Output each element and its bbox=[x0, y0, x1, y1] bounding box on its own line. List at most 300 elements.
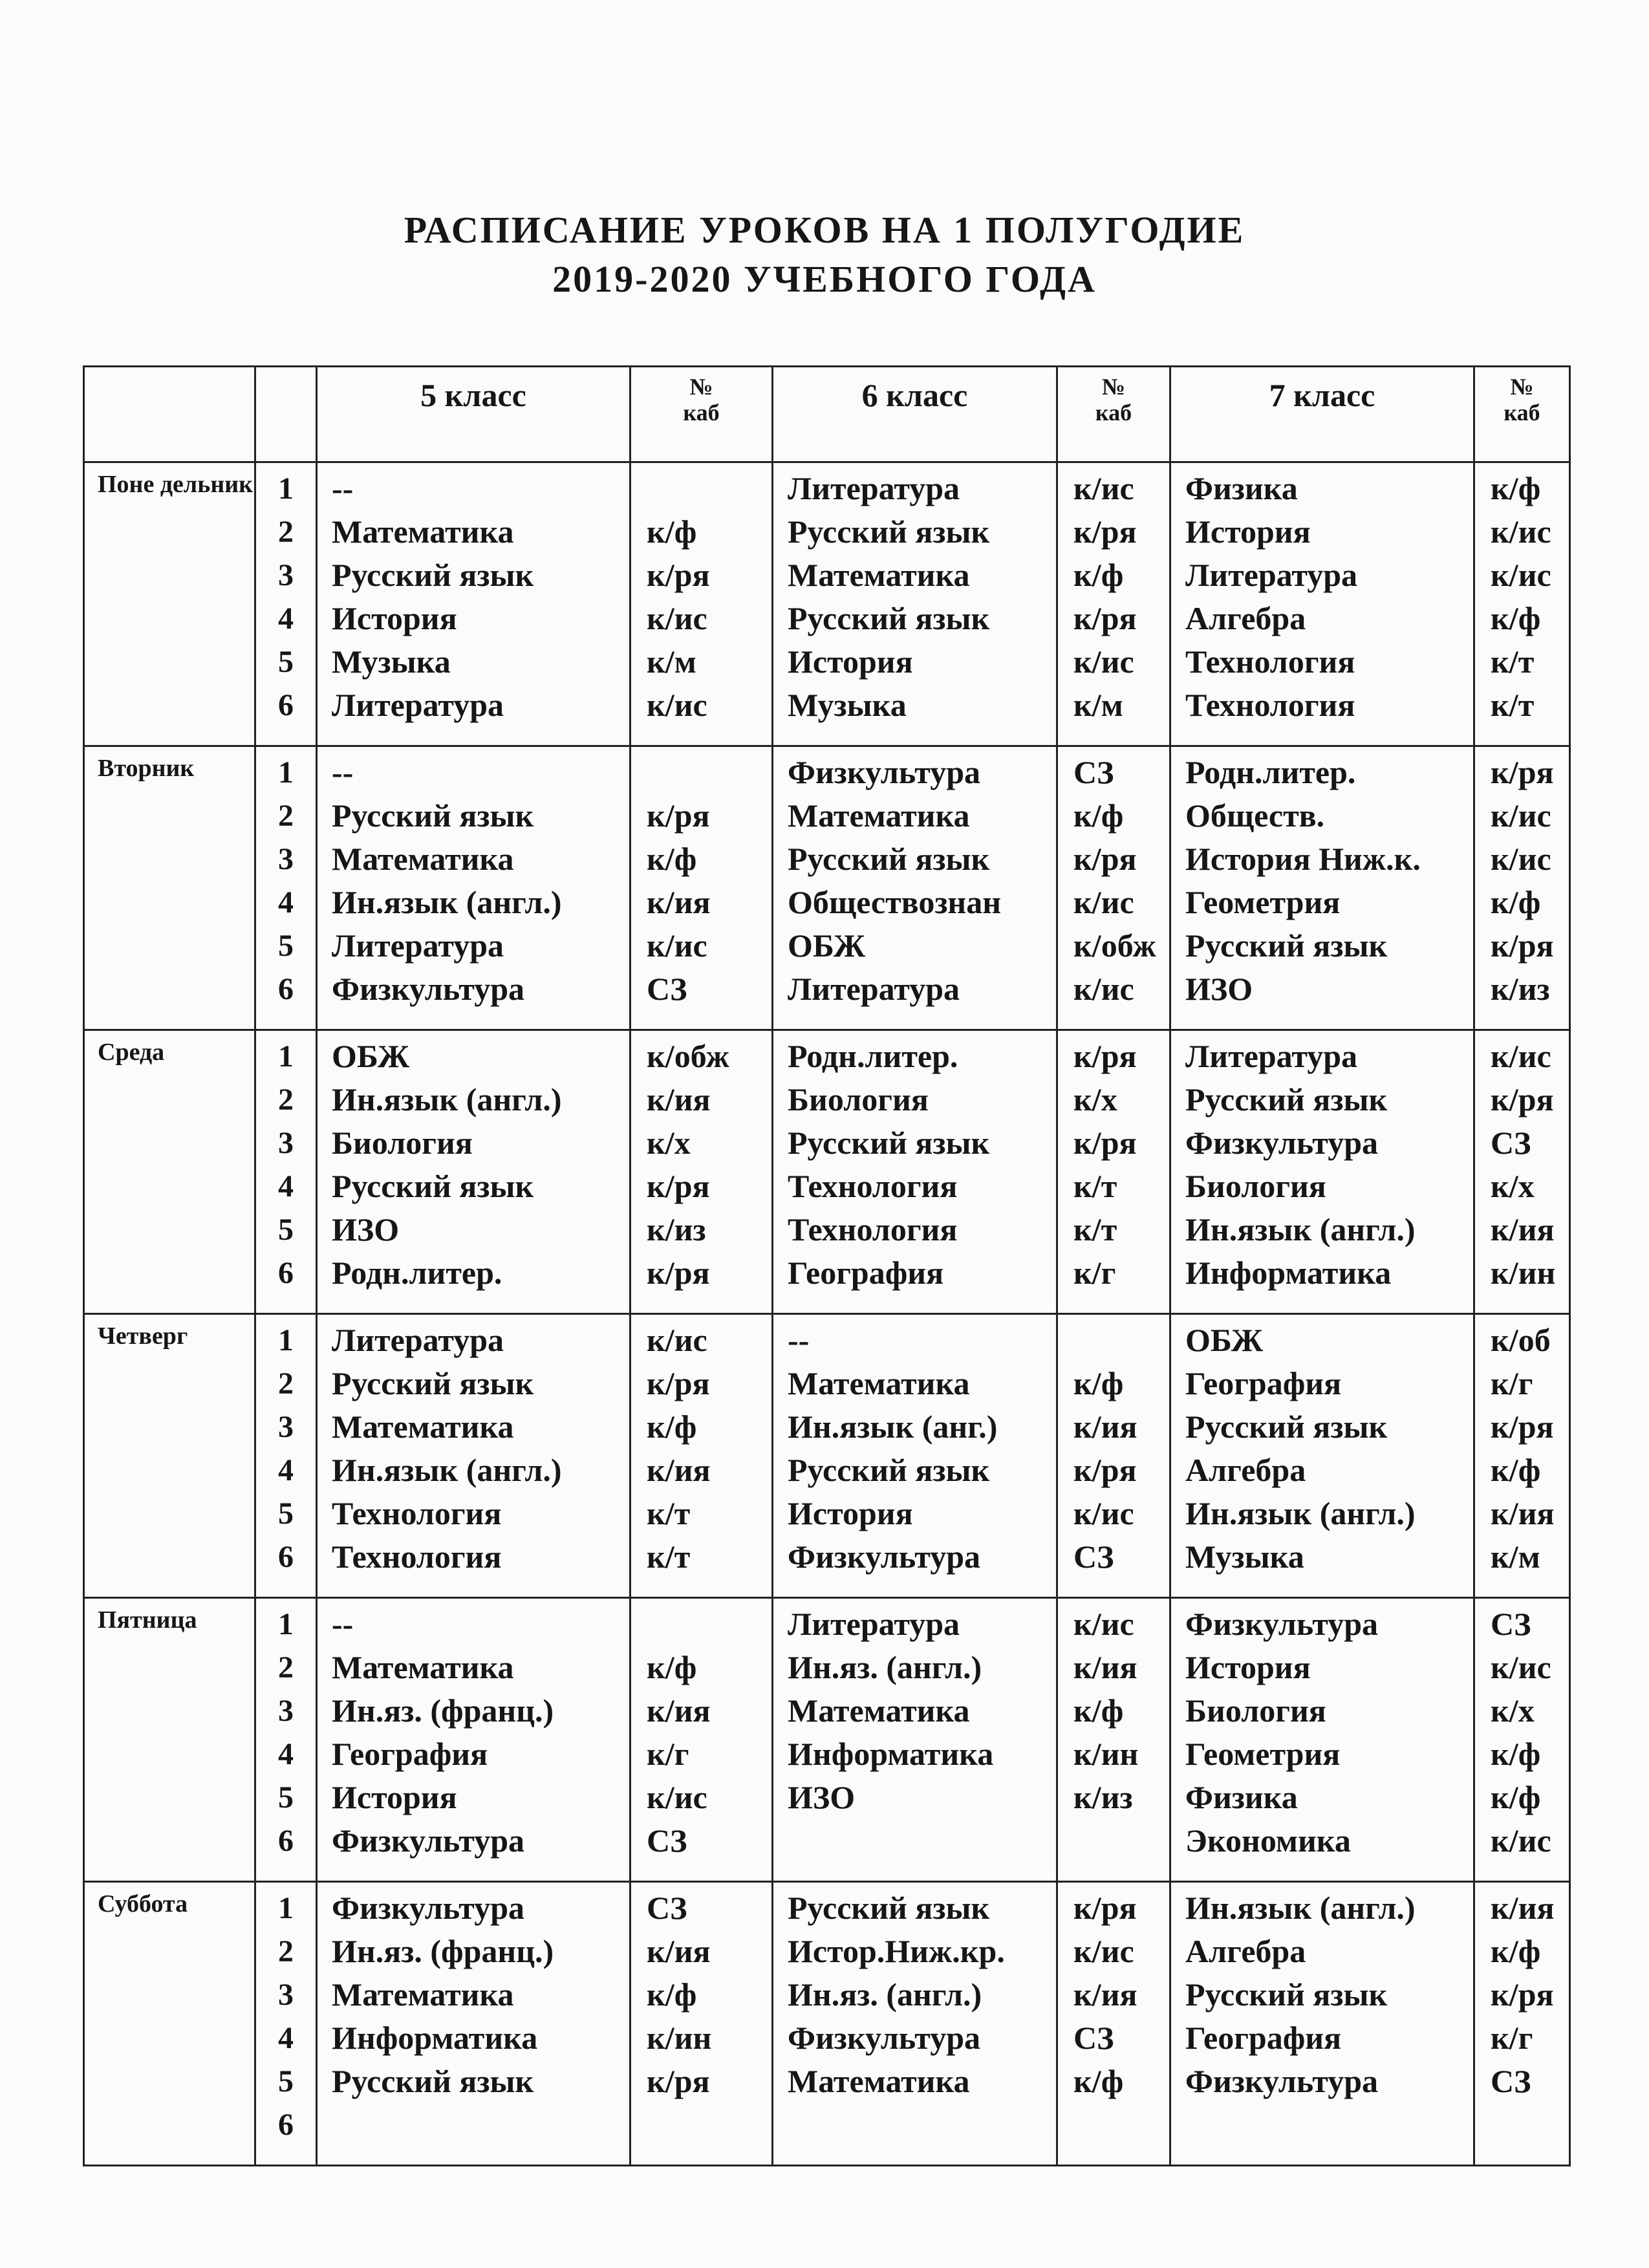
cabinet-entry bbox=[647, 751, 771, 794]
cabinets-cell-c5 bbox=[630, 1314, 773, 1598]
title-line-2: 2019-2020 УЧЕБНОГО ГОДА bbox=[552, 258, 1097, 300]
subject-entry: Алгебра bbox=[1185, 1452, 1306, 1488]
cabinet-entry: к/ис bbox=[647, 927, 707, 964]
cabinet-entry: к/ис bbox=[1073, 971, 1134, 1007]
subject-entry bbox=[332, 2103, 629, 2146]
cabinet-entry: к/ря bbox=[1073, 600, 1137, 636]
subject-entry: Геометрия bbox=[1185, 884, 1341, 920]
subjects-cell-c7 bbox=[1170, 1598, 1474, 1882]
subject-entry: Русский язык bbox=[1185, 1976, 1388, 2013]
subjects-cell-c5 bbox=[317, 1314, 630, 1598]
cabinet-entry: к/т bbox=[1073, 1211, 1117, 1247]
cabinets-cell-c6 bbox=[1057, 1314, 1170, 1598]
cabinets-cell-c5 bbox=[630, 1598, 773, 1882]
header-row bbox=[84, 367, 1570, 462]
subject-entry: Музыка bbox=[332, 643, 451, 680]
subject-entry: Литература bbox=[332, 927, 504, 964]
day-row bbox=[84, 746, 1570, 1030]
cabinet-entry: СЗ bbox=[647, 1822, 687, 1859]
lesson-number: 4 bbox=[278, 2021, 294, 2055]
cabinet-entry: к/ия bbox=[1491, 1211, 1555, 1247]
cabinet-entry: к/ис bbox=[1491, 1822, 1551, 1859]
cabinet-entry: к/ф bbox=[1491, 1933, 1541, 1969]
cabinets-cell-c7 bbox=[1474, 462, 1570, 746]
cabinet-entry: к/об bbox=[1491, 1322, 1551, 1358]
cabinet-entry: к/ря bbox=[1491, 1081, 1554, 1118]
lesson-number: 2 bbox=[278, 1934, 294, 1969]
lesson-numbers-cell bbox=[255, 1030, 317, 1314]
subject-entry: Русский язык bbox=[1185, 1409, 1388, 1445]
subject-entry: Физкультура bbox=[1185, 1606, 1378, 1642]
cabinet-entry bbox=[1073, 2103, 1169, 2146]
cabinet-entry: к/ин bbox=[647, 2020, 712, 2056]
lesson-number: 5 bbox=[278, 1213, 294, 1247]
cabinet-entry: к/ис bbox=[1491, 1038, 1551, 1074]
cabinet-entry: к/ря bbox=[1073, 1890, 1137, 1926]
cabinet-entry: к/ис bbox=[1073, 1933, 1134, 1969]
cabinets-cell-c5 bbox=[630, 462, 773, 746]
subjects-cell-c7 bbox=[1170, 1882, 1474, 2166]
subject-entry: География bbox=[1185, 2020, 1342, 2056]
cabinet-entry: к/т bbox=[1491, 643, 1535, 680]
cabinet-entry: к/ря bbox=[647, 2063, 710, 2099]
subject-entry: История bbox=[788, 1495, 913, 1531]
cabinet-entry: к/х bbox=[647, 1125, 691, 1161]
header-class-7: 7 класс bbox=[1170, 367, 1474, 462]
subject-entry: Технология bbox=[332, 1495, 502, 1531]
lesson-number: 3 bbox=[278, 1126, 294, 1160]
lesson-number: 4 bbox=[278, 1453, 294, 1487]
subject-entry: Алгебра bbox=[1185, 600, 1306, 636]
subject-entry: Русский язык bbox=[332, 2063, 534, 2099]
lesson-number: 5 bbox=[278, 929, 294, 963]
day-name-cell: Суббота bbox=[84, 1882, 255, 2166]
subject-entry: Биология bbox=[1185, 1168, 1326, 1204]
subject-entry: Физкультура bbox=[332, 971, 524, 1007]
cabinet-entry: к/ря bbox=[1073, 1038, 1137, 1074]
subject-entry: Физкультура bbox=[332, 1822, 524, 1859]
subject-entry: Математика bbox=[332, 1649, 514, 1685]
subject-entry: ОБЖ bbox=[788, 927, 866, 964]
lesson-number: 6 bbox=[278, 972, 294, 1006]
cabinet-entry: к/м bbox=[647, 643, 696, 680]
lesson-number: 3 bbox=[278, 842, 294, 876]
subject-entry: Технология bbox=[1185, 687, 1355, 723]
subject-entry: Физкультура bbox=[788, 1539, 980, 1575]
subject-entry: Литература bbox=[1185, 1038, 1358, 1074]
subject-entry: Математика bbox=[788, 1692, 970, 1729]
header-cab-6-line1: № bbox=[1101, 374, 1126, 400]
cabinet-entry: к/ря bbox=[1073, 1125, 1137, 1161]
cabinet-entry: к/ф bbox=[1073, 797, 1124, 834]
day-row bbox=[84, 462, 1570, 746]
lesson-number: 2 bbox=[278, 1083, 294, 1117]
subject-entry: Информатика bbox=[788, 1736, 994, 1772]
lesson-number: 6 bbox=[278, 1256, 294, 1290]
header-cab-7-line1: № bbox=[1510, 374, 1534, 400]
subject-entry: Русский язык bbox=[788, 1125, 990, 1161]
subject-entry: Русский язык bbox=[332, 1365, 534, 1401]
cabinet-entry: к/ия bbox=[1073, 1649, 1137, 1685]
header-cab-5-line1: № bbox=[689, 374, 713, 400]
cabinet-entry: к/ф bbox=[1073, 2063, 1124, 2099]
subject-entry: Физика bbox=[1185, 1779, 1298, 1815]
subject-entry: Физика bbox=[1185, 470, 1298, 506]
day-row bbox=[84, 1314, 1570, 1598]
day-name-cell: Поне дельник bbox=[84, 462, 255, 746]
lesson-number: 6 bbox=[278, 1540, 294, 1574]
subject-entry: Русский язык bbox=[788, 513, 990, 550]
lesson-number: 3 bbox=[278, 1978, 294, 2012]
lesson-number: 6 bbox=[278, 1824, 294, 1858]
lesson-numbers-cell bbox=[255, 462, 317, 746]
subjects-cell-c5 bbox=[317, 1882, 630, 2166]
subject-entry: Русский язык bbox=[788, 1452, 990, 1488]
lesson-number: 1 bbox=[278, 1039, 294, 1074]
cabinet-entry: к/ф bbox=[647, 513, 697, 550]
cabinet-entry: к/из bbox=[1491, 971, 1550, 1007]
subject-entry: Технология bbox=[788, 1211, 958, 1247]
lesson-number: 6 bbox=[278, 2108, 294, 2142]
lesson-number: 3 bbox=[278, 1694, 294, 1728]
cabinets-cell-c5 bbox=[630, 746, 773, 1030]
cabinet-entry: к/х bbox=[1491, 1692, 1535, 1729]
subject-entry: Ин.язык (англ.) bbox=[332, 1081, 562, 1118]
subject-entry: История bbox=[788, 643, 913, 680]
cabinet-entry: к/ис bbox=[647, 600, 707, 636]
cabinets-cell-c7 bbox=[1474, 1030, 1570, 1314]
lesson-number: 1 bbox=[278, 1607, 294, 1641]
cabinet-entry bbox=[1491, 2103, 1569, 2146]
cabinet-entry: к/из bbox=[647, 1211, 706, 1247]
cabinet-entry: к/х bbox=[1491, 1168, 1535, 1204]
subject-entry: Обществознан bbox=[788, 884, 1002, 920]
subject-entry: Русский язык bbox=[1185, 1081, 1388, 1118]
subject-entry: Родн.литер. bbox=[332, 1255, 502, 1291]
cabinet-entry: к/ия bbox=[1073, 1409, 1137, 1445]
subjects-cell-c7 bbox=[1170, 1314, 1474, 1598]
subject-entry: Русский язык bbox=[1185, 927, 1388, 964]
subject-entry: Технология bbox=[1185, 643, 1355, 680]
subject-entry: История bbox=[1185, 513, 1311, 550]
subject-entry: Биология bbox=[788, 1081, 929, 1118]
subject-entry: Музыка bbox=[788, 687, 907, 723]
subject-entry: Биология bbox=[332, 1125, 473, 1161]
cabinet-entry: к/т bbox=[1073, 1168, 1117, 1204]
cabinet-entry: к/т bbox=[647, 1539, 691, 1575]
cabinet-entry: к/г bbox=[1073, 1255, 1116, 1291]
subject-entry: Литература bbox=[788, 470, 960, 506]
lesson-number: 1 bbox=[278, 1891, 294, 1925]
subject-entry: Обществ. bbox=[1185, 797, 1325, 834]
cabinet-entry: СЗ bbox=[1491, 1125, 1531, 1161]
subject-entry: Физкультура bbox=[788, 2020, 980, 2056]
cabinet-entry: к/ис bbox=[647, 687, 707, 723]
cabinet-entry: к/ря bbox=[1491, 1409, 1554, 1445]
cabinet-entry: к/обж bbox=[1073, 927, 1156, 964]
header-cab-5-line2: каб bbox=[683, 400, 720, 426]
subject-entry: -- bbox=[788, 1322, 810, 1358]
header-number-cell bbox=[255, 367, 317, 462]
subject-entry: Литература bbox=[1185, 557, 1358, 593]
cabinet-entry: к/ис bbox=[1491, 1649, 1551, 1685]
cabinets-cell-c6 bbox=[1057, 1030, 1170, 1314]
cabinet-entry: СЗ bbox=[1073, 754, 1114, 790]
cabinet-entry: к/ф bbox=[1073, 557, 1124, 593]
cabinet-entry: к/ря bbox=[647, 1255, 710, 1291]
lesson-number: 1 bbox=[278, 1323, 294, 1357]
header-class-6: 6 класс bbox=[773, 367, 1057, 462]
cabinet-entry: к/ис bbox=[1491, 797, 1551, 834]
day-name-cell: Вторник bbox=[84, 746, 255, 1030]
cabinet-entry: к/х bbox=[1073, 1081, 1117, 1118]
lesson-number: 1 bbox=[278, 755, 294, 790]
cabinet-entry: СЗ bbox=[647, 971, 687, 1007]
cabinets-cell-c7 bbox=[1474, 1882, 1570, 2166]
cabinet-entry: к/ис bbox=[1491, 557, 1551, 593]
lesson-number: 4 bbox=[278, 601, 294, 636]
cabinet-entry: к/ф bbox=[647, 1976, 697, 2013]
cabinet-entry: к/т bbox=[647, 1495, 691, 1531]
cabinet-entry: к/ф bbox=[1491, 1779, 1541, 1815]
cabinet-entry: к/ис bbox=[647, 1779, 707, 1815]
subject-entry: Русский язык bbox=[788, 600, 990, 636]
cabinet-entry: к/м bbox=[1073, 687, 1123, 723]
subjects-cell-c5 bbox=[317, 746, 630, 1030]
subject-entry: Математика bbox=[788, 2063, 970, 2099]
subject-entry: Ин.язык (англ.) bbox=[1185, 1495, 1416, 1531]
lesson-number: 3 bbox=[278, 1410, 294, 1444]
cabinet-entry: к/ин bbox=[1491, 1255, 1556, 1291]
subject-entry: География bbox=[788, 1255, 944, 1291]
cabinets-cell-c5 bbox=[630, 1030, 773, 1314]
lesson-number: 4 bbox=[278, 1169, 294, 1204]
subject-entry: -- bbox=[332, 754, 354, 790]
cabinet-entry: к/ис bbox=[1073, 643, 1134, 680]
cabinet-entry: к/ия bbox=[647, 1933, 711, 1969]
subject-entry: Ин.яз. (англ.) bbox=[788, 1649, 982, 1685]
lesson-number: 2 bbox=[278, 799, 294, 833]
lesson-number: 1 bbox=[278, 471, 294, 506]
header-cab-7-line2: каб bbox=[1503, 400, 1540, 426]
subject-entry: ОБЖ bbox=[1185, 1322, 1264, 1358]
lesson-number: 2 bbox=[278, 515, 294, 549]
cabinet-entry: к/ф bbox=[1491, 600, 1541, 636]
cabinet-entry bbox=[1073, 1319, 1169, 1362]
subject-entry bbox=[788, 2103, 1056, 2146]
subject-entry: Информатика bbox=[332, 2020, 538, 2056]
subject-entry: -- bbox=[332, 470, 354, 506]
lesson-numbers-cell bbox=[255, 1598, 317, 1882]
cabinet-entry: к/ф bbox=[647, 841, 697, 877]
subject-entry: Экономика bbox=[1185, 1822, 1351, 1859]
subjects-cell-c5 bbox=[317, 1598, 630, 1882]
cabinet-entry: к/ия bbox=[1491, 1890, 1555, 1926]
subject-entry: Музыка bbox=[1185, 1539, 1304, 1575]
cabinet-entry: к/ря bbox=[647, 557, 710, 593]
subject-entry: Математика bbox=[332, 513, 514, 550]
subject-entry: Технология bbox=[788, 1168, 958, 1204]
subject-entry: Физкультура bbox=[332, 1890, 524, 1926]
subject-entry: Литература bbox=[332, 1322, 504, 1358]
cabinet-entry: СЗ bbox=[1491, 2063, 1531, 2099]
subject-entry: Физкультура bbox=[788, 754, 980, 790]
cabinet-entry: к/ия bbox=[1491, 1495, 1555, 1531]
subject-entry: Биология bbox=[1185, 1692, 1326, 1729]
subject-entry: Геометрия bbox=[1185, 1736, 1341, 1772]
cabinets-cell-c6 bbox=[1057, 462, 1170, 746]
day-name-cell: Среда bbox=[84, 1030, 255, 1314]
cabinets-cell-c6 bbox=[1057, 1882, 1170, 2166]
cabinet-entry bbox=[647, 1603, 771, 1646]
cabinets-cell-c6 bbox=[1057, 746, 1170, 1030]
lesson-number: 3 bbox=[278, 558, 294, 592]
lesson-number: 5 bbox=[278, 1780, 294, 1815]
subjects-cell-c6 bbox=[773, 1882, 1057, 2166]
cabinets-cell-c7 bbox=[1474, 746, 1570, 1030]
cabinet-entry: к/ис bbox=[647, 1322, 707, 1358]
subjects-cell-c6 bbox=[773, 1314, 1057, 1598]
cabinets-cell-c7 bbox=[1474, 1314, 1570, 1598]
cabinet-entry: к/ф bbox=[1073, 1692, 1124, 1729]
cabinet-entry: к/ря bbox=[1073, 841, 1137, 877]
subject-entry: Ин.яз. (англ.) bbox=[788, 1976, 982, 2013]
subject-entry: Ин.язык (англ.) bbox=[332, 1452, 562, 1488]
cabinet-entry: к/ф bbox=[1073, 1365, 1124, 1401]
subject-entry: Математика bbox=[332, 841, 514, 877]
cabinet-entry: к/ф bbox=[1491, 1736, 1541, 1772]
subject-entry: Литература bbox=[788, 1606, 960, 1642]
cabinet-entry: СЗ bbox=[1073, 2020, 1114, 2056]
header-corner-cell bbox=[84, 367, 255, 462]
subjects-cell-c7 bbox=[1170, 462, 1474, 746]
cabinet-entry: к/ф bbox=[647, 1409, 697, 1445]
cabinet-entry: к/ия bbox=[1073, 1976, 1137, 2013]
header-cab-6 bbox=[1057, 367, 1170, 462]
cabinet-entry: к/г bbox=[1491, 1365, 1533, 1401]
day-row bbox=[84, 1598, 1570, 1882]
cabinet-entry: к/ис bbox=[1073, 884, 1134, 920]
subject-entry: История Ниж.к. bbox=[1185, 841, 1421, 877]
cabinet-entry: к/ия bbox=[647, 1692, 711, 1729]
cabinet-entry: СЗ bbox=[647, 1890, 687, 1926]
subject-entry: Ин.язык (англ.) bbox=[1185, 1211, 1416, 1247]
cabinet-entry: к/ря bbox=[647, 1365, 710, 1401]
subjects-cell-c5 bbox=[317, 1030, 630, 1314]
cabinet-entry: к/ф bbox=[647, 1649, 697, 1685]
day-name-cell: Четверг bbox=[84, 1314, 255, 1598]
header-cab-7 bbox=[1474, 367, 1570, 462]
header-class-5: 5 класс bbox=[317, 367, 630, 462]
cabinets-cell-c5 bbox=[630, 1882, 773, 2166]
subject-entry: Физкультура bbox=[1185, 1125, 1378, 1161]
subject-entry: Русский язык bbox=[332, 557, 534, 593]
lesson-numbers-cell bbox=[255, 1314, 317, 1598]
cabinet-entry: к/ис bbox=[1073, 1606, 1134, 1642]
header-cab-5 bbox=[630, 367, 773, 462]
cabinet-entry: к/м bbox=[1491, 1539, 1540, 1575]
subject-entry: Математика bbox=[788, 797, 970, 834]
subject-entry: Ин.яз. (франц.) bbox=[332, 1933, 554, 1969]
subjects-cell-c7 bbox=[1170, 1030, 1474, 1314]
cabinet-entry: к/ис bbox=[1073, 1495, 1134, 1531]
subject-entry: Истор.Ниж.кр. bbox=[788, 1933, 1005, 1969]
title-line-1: РАСПИСАНИЕ УРОКОВ НА 1 ПОЛУГОДИЕ bbox=[404, 209, 1245, 251]
subject-entry: Математика bbox=[332, 1976, 514, 2013]
subjects-cell-c5 bbox=[317, 462, 630, 746]
lesson-number: 5 bbox=[278, 1496, 294, 1531]
subjects-cell-c6 bbox=[773, 746, 1057, 1030]
subject-entry: Родн.литер. bbox=[788, 1038, 958, 1074]
cabinet-entry: к/ф bbox=[1491, 470, 1541, 506]
cabinet-entry: СЗ bbox=[1491, 1606, 1531, 1642]
subject-entry: ИЗО bbox=[332, 1211, 400, 1247]
cabinet-entry bbox=[1073, 1819, 1169, 1863]
cabinets-cell-c7 bbox=[1474, 1598, 1570, 1882]
cabinet-entry: к/ря bbox=[1491, 1976, 1554, 2013]
cabinet-entry: к/ия bbox=[647, 884, 711, 920]
subject-entry: Математика bbox=[332, 1409, 514, 1445]
subject-entry: Физкультура bbox=[1185, 2063, 1378, 2099]
cabinet-entry: к/ис bbox=[1073, 470, 1134, 506]
subject-entry: Русский язык bbox=[332, 797, 534, 834]
cabinet-entry: к/ря bbox=[1073, 1452, 1137, 1488]
schedule-table bbox=[83, 365, 1571, 2166]
subjects-cell-c6 bbox=[773, 462, 1057, 746]
subject-entry bbox=[1185, 2103, 1473, 2146]
cabinet-entry bbox=[647, 2103, 771, 2146]
lesson-number: 2 bbox=[278, 1366, 294, 1401]
subjects-cell-c7 bbox=[1170, 746, 1474, 1030]
day-name-cell: Пятница bbox=[84, 1598, 255, 1882]
subject-entry: Ин.язык (англ.) bbox=[1185, 1890, 1416, 1926]
cabinet-entry: СЗ bbox=[1073, 1539, 1114, 1575]
subject-entry: Русский язык bbox=[788, 1890, 990, 1926]
subject-entry: География bbox=[1185, 1365, 1342, 1401]
cabinets-cell-c6 bbox=[1057, 1598, 1170, 1882]
cabinet-entry: к/ря bbox=[1491, 754, 1554, 790]
subject-entry: Ин.яз. (франц.) bbox=[332, 1692, 554, 1729]
subject-entry: История bbox=[332, 600, 457, 636]
cabinet-entry: к/ия bbox=[647, 1452, 711, 1488]
day-row bbox=[84, 1030, 1570, 1314]
subjects-cell-c6 bbox=[773, 1030, 1057, 1314]
subject-entry: Технология bbox=[332, 1539, 502, 1575]
cabinet-entry: к/ря bbox=[647, 797, 710, 834]
subject-entry: Математика bbox=[788, 557, 970, 593]
subject-entry: ОБЖ bbox=[332, 1038, 410, 1074]
lesson-number: 4 bbox=[278, 885, 294, 920]
cabinet-entry: к/ф bbox=[1491, 884, 1541, 920]
subject-entry: Алгебра bbox=[1185, 1933, 1306, 1969]
cabinet-entry: к/г bbox=[1491, 2020, 1533, 2056]
subject-entry: ИЗО bbox=[788, 1779, 856, 1815]
cabinet-entry: к/ис bbox=[1491, 513, 1551, 550]
header-cab-6-line2: каб bbox=[1095, 400, 1132, 426]
subject-entry: Литература bbox=[332, 687, 504, 723]
subject-entry: История bbox=[332, 1779, 457, 1815]
subject-entry: Литература bbox=[788, 971, 960, 1007]
subject-entry: Ин.язык (анг.) bbox=[788, 1409, 998, 1445]
cabinet-entry: к/ря bbox=[1491, 927, 1554, 964]
cabinet-entry: к/ря bbox=[1073, 513, 1137, 550]
lesson-number: 5 bbox=[278, 2064, 294, 2099]
cabinet-entry: к/г bbox=[647, 1736, 689, 1772]
subject-entry: История bbox=[1185, 1649, 1311, 1685]
subject-entry: -- bbox=[332, 1606, 354, 1642]
cabinet-entry: к/ис bbox=[1491, 841, 1551, 877]
subject-entry: Ин.язык (англ.) bbox=[332, 884, 562, 920]
